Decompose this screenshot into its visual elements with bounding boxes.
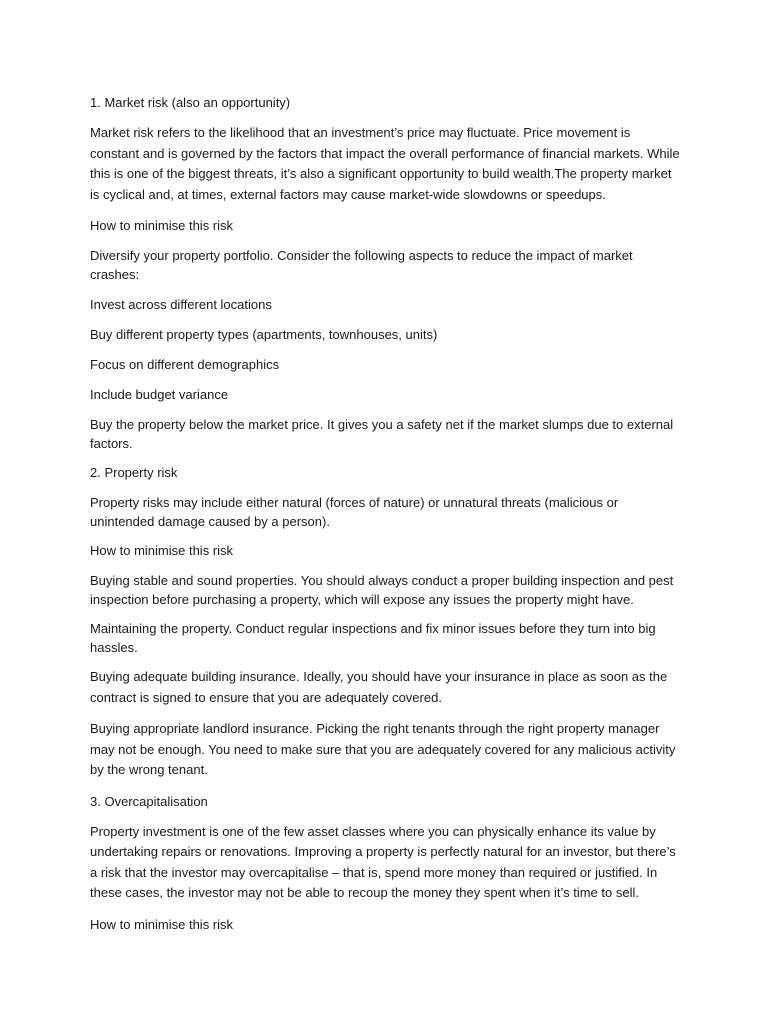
- paragraph-overcapitalisation-definition: Property investment is one of the few asset classes where you can physically enhance its value by undertaking repairs or renovations. Improving a property is perfectly natural for an investor, but there’s a risk that the investor may overcapitalise – that is, spend more money than required or justified. In these cases, the investor may not be able to recoup the money they spent when it’s time to sell.: [90, 823, 676, 900]
- paragraph-landlord-insurance: Buying appropriate landlord insurance. Picking the right tenants through the right property manager may not be enough. You need to make sure that you are adequately covered for any malicious activity by the wrong tenant.: [90, 721, 676, 777]
- paragraph-stable-properties: Buying stable and sound properties. You should always conduct a proper building inspection and pest inspection before purchasing a property, which will expose any issues the property might have.: [90, 573, 674, 607]
- list-item-budget-variance: Include budget variance: [90, 387, 229, 402]
- paragraph-building-insurance: Buying adequate building insurance. Ideally, you should have your insurance in place as soon as the contract is signed to ensure that you are adequately covered.: [90, 669, 668, 705]
- list-item-locations: Invest across different locations: [90, 297, 272, 312]
- subheading-minimise-risk: How to minimise this risk: [90, 543, 234, 558]
- paragraph-below-market-price: Buy the property below the market price. It gives you a safety net if the market slumps due to external factors.: [90, 417, 674, 451]
- heading-overcapitalisation: 3. Overcapitalisation: [90, 793, 208, 809]
- paragraph-maintaining-property: Maintaining the property. Conduct regular inspections and fix minor issues before they turn into big hassles.: [90, 621, 656, 655]
- subheading-minimise-risk: How to minimise this risk: [90, 218, 234, 233]
- heading-property-risk: 2. Property risk: [90, 465, 178, 480]
- list-item-property-types: Buy different property types (apartments, townhouses, units): [90, 327, 438, 342]
- document-body: [90, 93, 682, 945]
- subheading-minimise-risk: How to minimise this risk: [90, 916, 234, 932]
- paragraph-market-risk-definition: Market risk refers to the likelihood that an investment’s price may fluctuate. Price movement is constant and is governed by the factors that impact the overall performance of financial markets. While this is one of the biggest threats, it’s also a significant opportunity to build wealth.The property market is cyclical and, at times, external factors may cause market-wide slowdowns or speedups.: [90, 125, 680, 202]
- paragraph-diversify: Diversify your property portfolio. Consider the following aspects to reduce the impact of market crashes:: [90, 248, 633, 282]
- list-item-demographics: Focus on different demographics: [90, 357, 280, 372]
- paragraph-property-risk-definition: Property risks may include either natural (forces of nature) or unnatural threats (malicious or unintended damage caused by a person).: [90, 495, 619, 529]
- heading-market-risk: 1. Market risk (also an opportunity): [90, 95, 291, 110]
